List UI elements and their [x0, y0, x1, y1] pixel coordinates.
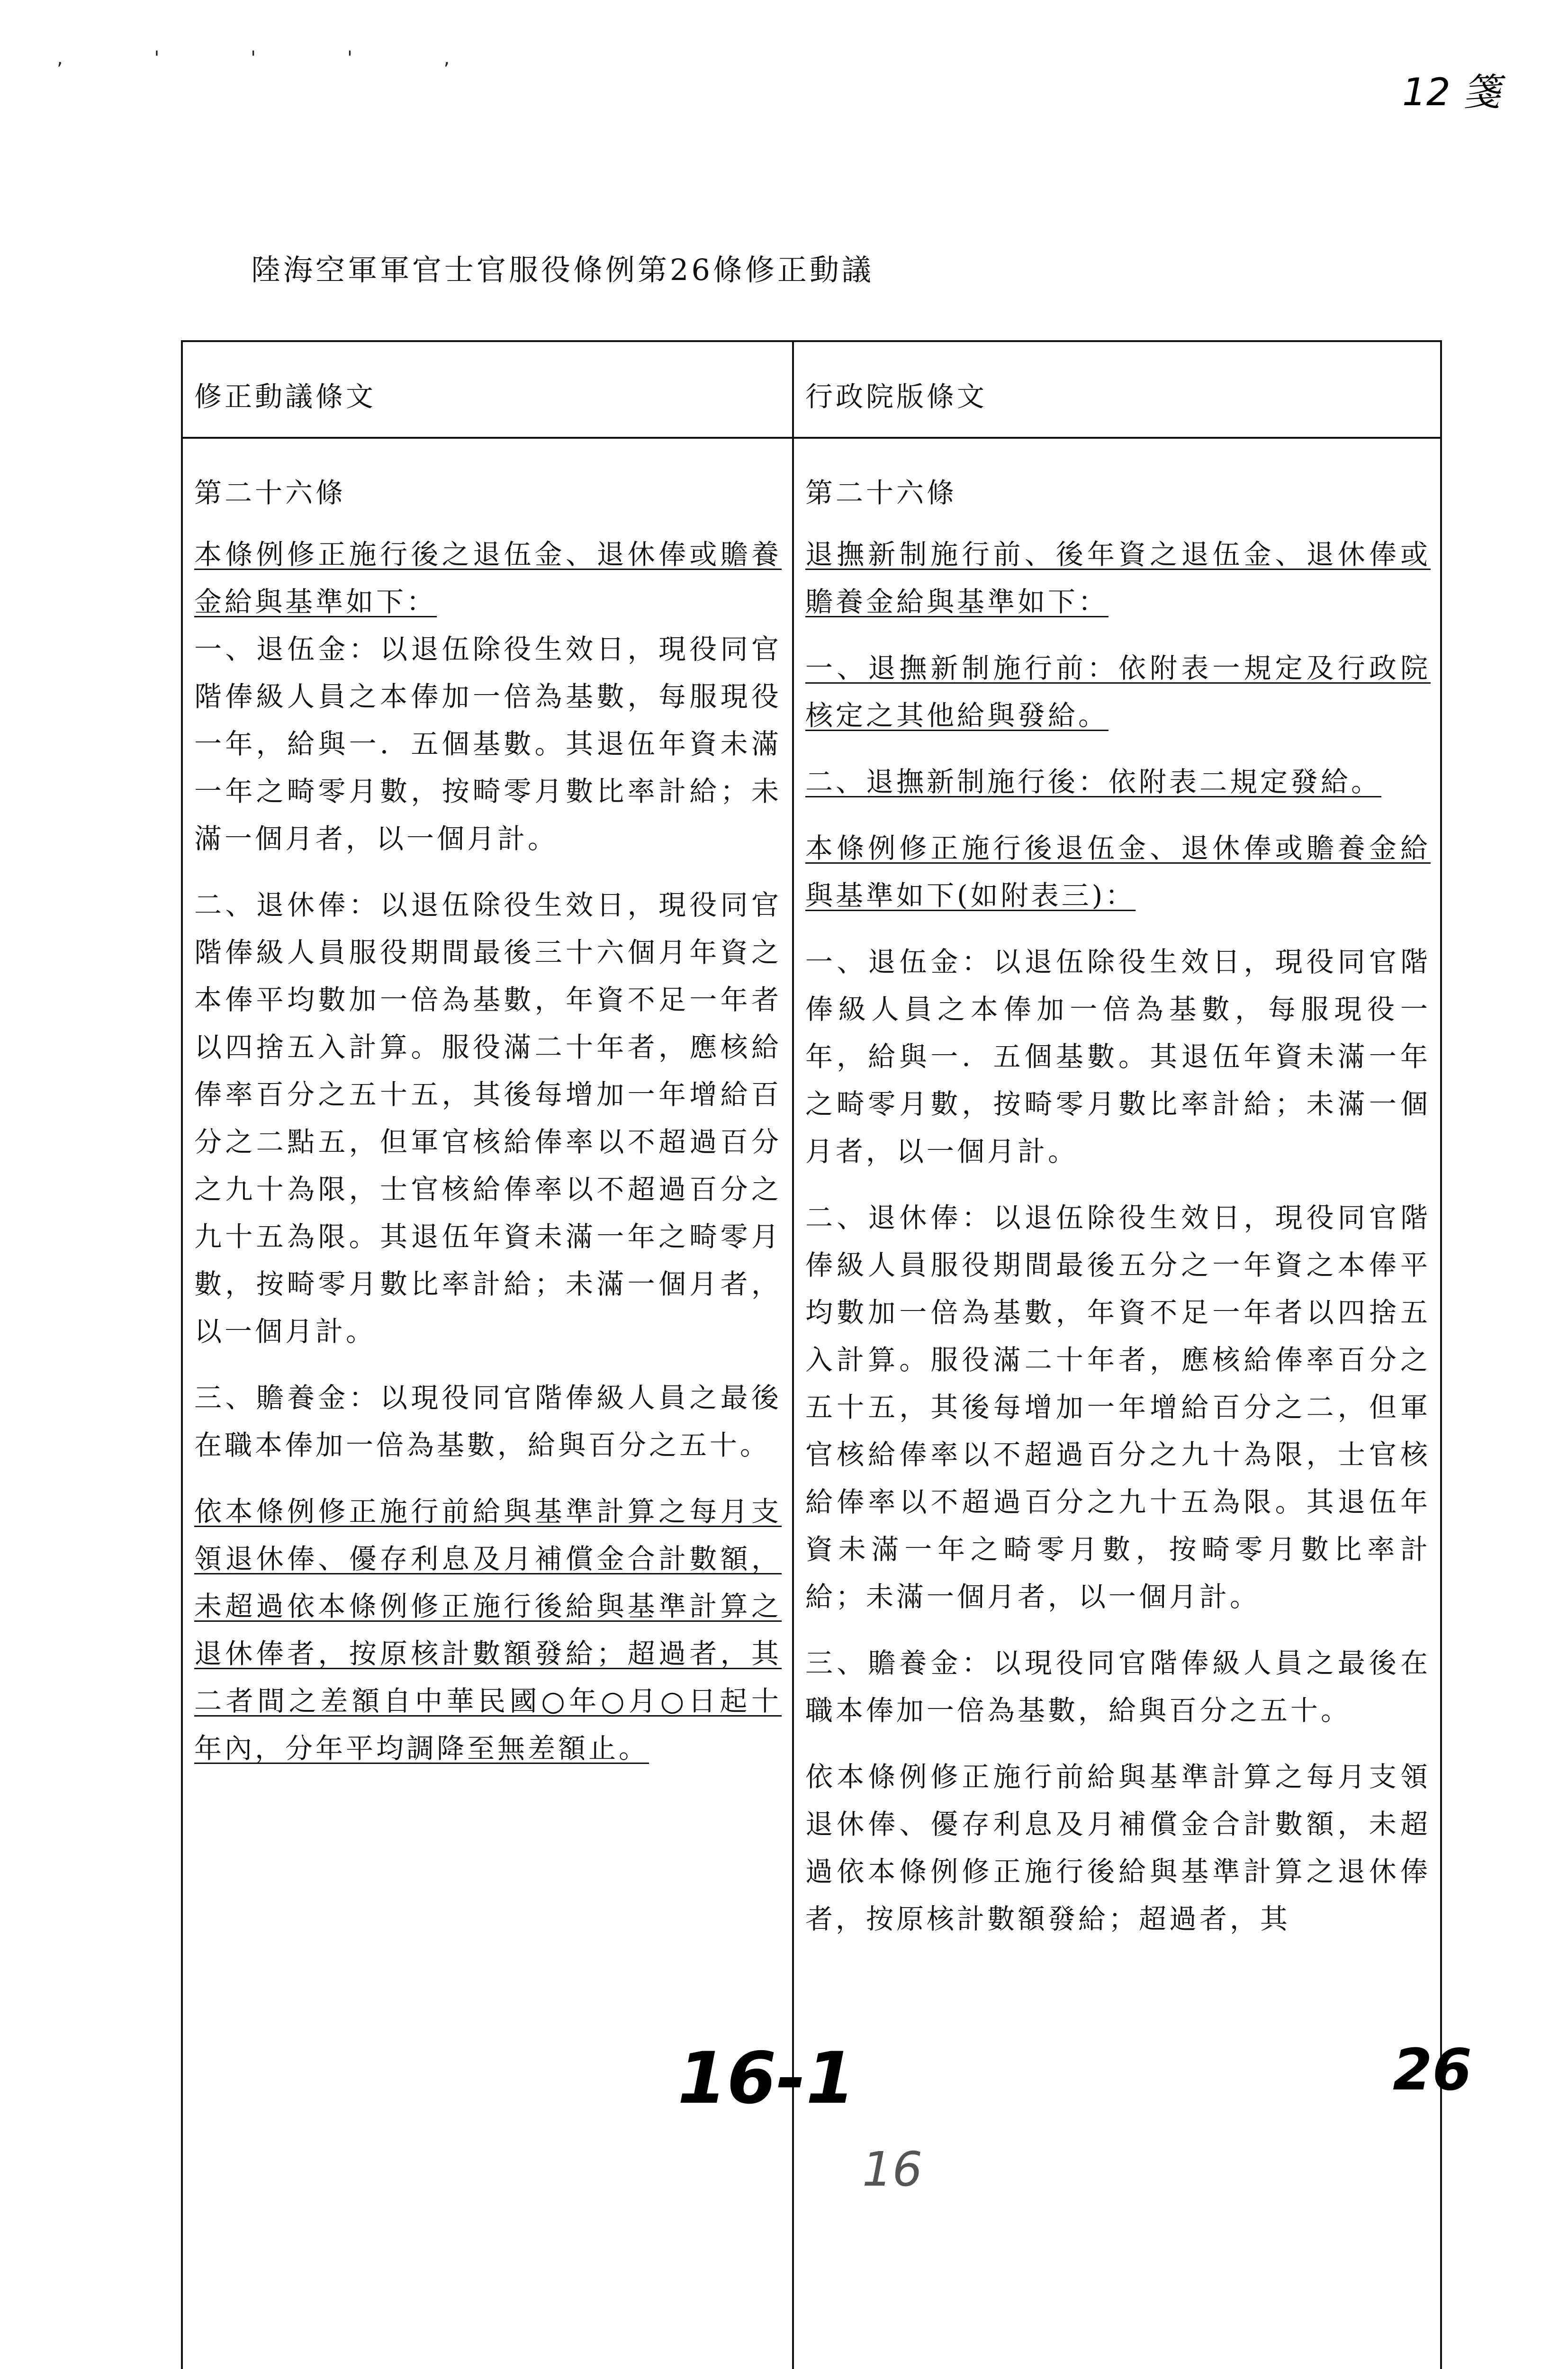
- right-sub-3: 三、贍養金：以現役同官階俸級人員之最後在職本俸加一倍為基數，給與百分之五十。: [805, 1647, 1431, 1727]
- handwritten-page-number: 16-1: [677, 2037, 856, 2120]
- right-item-2: 二、退撫新制施行後：依附表二規定發給。: [805, 766, 1382, 798]
- header-right: 行政院版條文: [805, 380, 988, 413]
- right-intro: 退撫新制施行前、後年資之退伍金、退休俸或贍養金給與基準如下：: [805, 538, 1431, 618]
- corner-marks: , ' ' ' ,: [57, 47, 493, 69]
- corner-signature: 12 箋: [1402, 70, 1501, 114]
- left-item-3: 三、贍養金：以現役同官階俸級人員之最後在職本俸加一倍為基數，給與百分之五十。: [194, 1382, 782, 1461]
- right-sub-2: 二、退休俸：以退伍除役生效日，現役同官階俸級人員服役期間最後五分之一年資之本俸平均數加一倍為基數，年資不足一年者以四捨五入計算。服役滿二十年者，應核給俸率百分之五十五，其後每增加一年增給百分之二，但軍官核給俸率以不超過百分之九十為限，士官核給俸率以不超過百分之九十五為限。其退伍年資未滿一年之畸零月數，按畸零月數比率計給；未滿一個月者，以一個月計。: [805, 1202, 1431, 1613]
- header-left: 修正動議條文: [194, 380, 377, 413]
- right-article-number: 第二十六條: [805, 477, 957, 509]
- header-divider: [181, 437, 1442, 439]
- handwritten-page-right: 26: [1393, 2037, 1472, 2103]
- left-item-2: 二、退休俸：以退伍除役生效日，現役同官階俸級人員服役期間最後三十六個月年資之本俸平均數加一倍為基數，年資不足一年者以四捨五入計算。服役滿二十年者，應核給俸率百分之五十五，其後每增加一年增給百分之二點五，但軍官核給俸率以不超過百分之九十為限，士官核給俸率以不超過百分之九十五為限。其退伍年資未滿一年之畸零月數，按畸零月數比率計給；未滿一個月者，以一個月計。: [194, 889, 782, 1347]
- left-paragraph: 依本條例修正施行前給與基準計算之每月支領退休俸、優存利息及月補償金合計數額，未超過依本條例修正施行後給與基準計算之退休俸者，按原核計數額發給；超過者，其二者間之差額自中華民國○年○月○日起十年內，分年平均調降至無差額止。: [194, 1495, 782, 1764]
- right-sub-1: 一、退伍金：以退伍除役生效日，現役同官階俸級人員之本俸加一倍為基數，每服現役一年，給與一．五個基數。其退伍年資未滿一年之畸零月數，按畸零月數比率計給；未滿一個月者，以一個月計。: [805, 946, 1431, 1167]
- page-title: 陸海空軍軍官士官服役條例第26條修正動議: [251, 253, 874, 287]
- right-paragraph-2: 依本條例修正施行前給與基準計算之每月支領退休俸、優存利息及月補償金合計數額，未超過依本條例修正施行後給與基準計算之退休俸者，按原核計數額發給；超過者，其: [805, 1761, 1431, 1935]
- left-column: [194, 469, 782, 1791]
- right-paragraph-1: 本條例修正施行後退伍金、退休俸或贍養金給與基準如下(如附表三)：: [805, 832, 1431, 912]
- handwritten-page-below: 16: [862, 2142, 923, 2197]
- right-column: [805, 469, 1431, 1962]
- left-item-1: 一、退伍金：以退伍除役生效日，現役同官階俸級人員之本俸加一倍為基數，每服現役一年，給與一．五個基數。其退伍年資未滿一年之畸零月數，按畸零月數比率計給；未滿一個月者，以一個月計。: [194, 633, 782, 855]
- right-item-1: 一、退撫新制施行前：依附表一規定及行政院核定之其他給與發給。: [805, 652, 1431, 732]
- left-intro: 本條例修正施行後之退伍金、退休俸或贍養金給與基準如下：: [194, 538, 782, 618]
- left-article-number: 第二十六條: [194, 477, 346, 509]
